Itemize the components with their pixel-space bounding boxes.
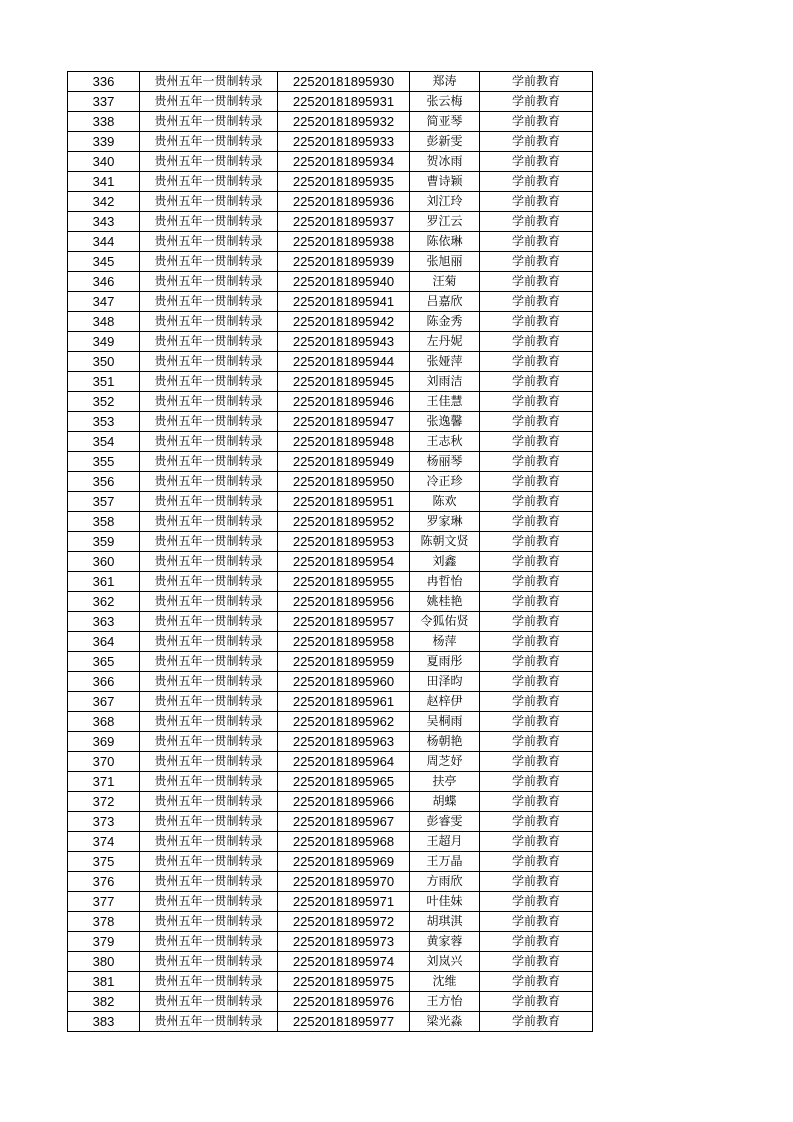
row-number-cell: 344	[68, 232, 140, 252]
table-row	[68, 92, 593, 112]
table-row	[68, 752, 593, 772]
row-number-cell: 350	[68, 352, 140, 372]
major-cell: 学前教育	[480, 512, 593, 532]
row-number-cell: 358	[68, 512, 140, 532]
major-cell: 学前教育	[480, 232, 593, 252]
major-cell: 学前教育	[480, 752, 593, 772]
major-cell: 学前教育	[480, 792, 593, 812]
student-name-cell: 冷正珍	[410, 472, 480, 492]
student-name-cell: 彭睿雯	[410, 812, 480, 832]
major-cell: 学前教育	[480, 372, 593, 392]
major-cell: 学前教育	[480, 312, 593, 332]
student-name-cell: 罗家琳	[410, 512, 480, 532]
row-number-cell: 343	[68, 212, 140, 232]
student-name-cell: 郑涛	[410, 72, 480, 92]
admission-type-cell: 贵州五年一贯制转录	[140, 852, 278, 872]
table-row	[68, 612, 593, 632]
student-name-cell: 夏雨彤	[410, 652, 480, 672]
major-cell: 学前教育	[480, 172, 593, 192]
major-cell: 学前教育	[480, 812, 593, 832]
student-id-cell: 22520181895957	[278, 612, 410, 632]
row-number-cell: 368	[68, 712, 140, 732]
row-number-cell: 337	[68, 92, 140, 112]
student-id-cell: 22520181895944	[278, 352, 410, 372]
major-cell: 学前教育	[480, 272, 593, 292]
student-name-cell: 方雨欣	[410, 872, 480, 892]
student-name-cell: 汪菊	[410, 272, 480, 292]
row-number-cell: 340	[68, 152, 140, 172]
admission-type-cell: 贵州五年一贯制转录	[140, 212, 278, 232]
table-row	[68, 812, 593, 832]
student-name-cell: 胡蝶	[410, 792, 480, 812]
row-number-cell: 378	[68, 912, 140, 932]
major-cell: 学前教育	[480, 572, 593, 592]
major-cell: 学前教育	[480, 152, 593, 172]
table-row	[68, 692, 593, 712]
admission-type-cell: 贵州五年一贯制转录	[140, 532, 278, 552]
admission-type-cell: 贵州五年一贯制转录	[140, 572, 278, 592]
row-number-cell: 366	[68, 672, 140, 692]
table-row	[68, 972, 593, 992]
table-row	[68, 932, 593, 952]
major-cell: 学前教育	[480, 952, 593, 972]
row-number-cell: 336	[68, 72, 140, 92]
student-id-cell: 22520181895971	[278, 892, 410, 912]
student-id-cell: 22520181895952	[278, 512, 410, 532]
student-id-cell: 22520181895970	[278, 872, 410, 892]
student-id-cell: 22520181895942	[278, 312, 410, 332]
row-number-cell: 362	[68, 592, 140, 612]
major-cell: 学前教育	[480, 872, 593, 892]
major-cell: 学前教育	[480, 472, 593, 492]
row-number-cell: 351	[68, 372, 140, 392]
row-number-cell: 338	[68, 112, 140, 132]
admission-type-cell: 贵州五年一贯制转录	[140, 112, 278, 132]
row-number-cell: 357	[68, 492, 140, 512]
major-cell: 学前教育	[480, 912, 593, 932]
student-id-cell: 22520181895930	[278, 72, 410, 92]
admission-type-cell: 贵州五年一贯制转录	[140, 272, 278, 292]
student-id-cell: 22520181895936	[278, 192, 410, 212]
row-number-cell: 377	[68, 892, 140, 912]
table-row	[68, 212, 593, 232]
table-row	[68, 392, 593, 412]
table-row	[68, 252, 593, 272]
student-table-body	[68, 72, 593, 1032]
admission-type-cell: 贵州五年一贯制转录	[140, 492, 278, 512]
admission-type-cell: 贵州五年一贯制转录	[140, 352, 278, 372]
student-name-cell: 王志秋	[410, 432, 480, 452]
row-number-cell: 354	[68, 432, 140, 452]
student-table	[67, 71, 593, 1032]
student-name-cell: 田泽昀	[410, 672, 480, 692]
student-id-cell: 22520181895968	[278, 832, 410, 852]
student-id-cell: 22520181895937	[278, 212, 410, 232]
student-id-cell: 22520181895958	[278, 632, 410, 652]
student-name-cell: 梁光淼	[410, 1012, 480, 1032]
student-id-cell: 22520181895935	[278, 172, 410, 192]
student-name-cell: 刘岚兴	[410, 952, 480, 972]
admission-type-cell: 贵州五年一贯制转录	[140, 372, 278, 392]
admission-type-cell: 贵州五年一贯制转录	[140, 72, 278, 92]
admission-type-cell: 贵州五年一贯制转录	[140, 972, 278, 992]
table-row	[68, 432, 593, 452]
row-number-cell: 382	[68, 992, 140, 1012]
student-id-cell: 22520181895956	[278, 592, 410, 612]
student-name-cell: 叶佳妹	[410, 892, 480, 912]
major-cell: 学前教育	[480, 92, 593, 112]
student-name-cell: 杨丽琴	[410, 452, 480, 472]
admission-type-cell: 贵州五年一贯制转录	[140, 712, 278, 732]
admission-type-cell: 贵州五年一贯制转录	[140, 592, 278, 612]
major-cell: 学前教育	[480, 692, 593, 712]
table-row	[68, 572, 593, 592]
student-name-cell: 王佳慧	[410, 392, 480, 412]
student-id-cell: 22520181895947	[278, 412, 410, 432]
row-number-cell: 380	[68, 952, 140, 972]
student-id-cell: 22520181895974	[278, 952, 410, 972]
major-cell: 学前教育	[480, 612, 593, 632]
major-cell: 学前教育	[480, 712, 593, 732]
student-id-cell: 22520181895932	[278, 112, 410, 132]
student-name-cell: 罗江云	[410, 212, 480, 232]
admission-type-cell: 贵州五年一贯制转录	[140, 992, 278, 1012]
student-name-cell: 彭新雯	[410, 132, 480, 152]
student-id-cell: 22520181895948	[278, 432, 410, 452]
major-cell: 学前教育	[480, 772, 593, 792]
table-row	[68, 912, 593, 932]
table-row	[68, 232, 593, 252]
row-number-cell: 372	[68, 792, 140, 812]
major-cell: 学前教育	[480, 292, 593, 312]
major-cell: 学前教育	[480, 932, 593, 952]
table-row	[68, 172, 593, 192]
row-number-cell: 367	[68, 692, 140, 712]
student-id-cell: 22520181895966	[278, 792, 410, 812]
row-number-cell: 381	[68, 972, 140, 992]
row-number-cell: 369	[68, 732, 140, 752]
admission-type-cell: 贵州五年一贯制转录	[140, 812, 278, 832]
student-id-cell: 22520181895972	[278, 912, 410, 932]
student-name-cell: 赵梓伊	[410, 692, 480, 712]
admission-type-cell: 贵州五年一贯制转录	[140, 452, 278, 472]
table-row	[68, 952, 593, 972]
student-name-cell: 张旭丽	[410, 252, 480, 272]
major-cell: 学前教育	[480, 332, 593, 352]
row-number-cell: 349	[68, 332, 140, 352]
table-row	[68, 672, 593, 692]
row-number-cell: 342	[68, 192, 140, 212]
admission-type-cell: 贵州五年一贯制转录	[140, 672, 278, 692]
table-row	[68, 192, 593, 212]
admission-type-cell: 贵州五年一贯制转录	[140, 752, 278, 772]
student-name-cell: 吴桐雨	[410, 712, 480, 732]
row-number-cell: 352	[68, 392, 140, 412]
table-row	[68, 132, 593, 152]
table-row	[68, 312, 593, 332]
student-name-cell: 陈朝文贤	[410, 532, 480, 552]
admission-type-cell: 贵州五年一贯制转录	[140, 512, 278, 532]
major-cell: 学前教育	[480, 532, 593, 552]
major-cell: 学前教育	[480, 832, 593, 852]
table-row	[68, 712, 593, 732]
row-number-cell: 346	[68, 272, 140, 292]
student-name-cell: 王方怡	[410, 992, 480, 1012]
major-cell: 学前教育	[480, 72, 593, 92]
student-id-cell: 22520181895955	[278, 572, 410, 592]
row-number-cell: 339	[68, 132, 140, 152]
row-number-cell: 365	[68, 652, 140, 672]
admission-type-cell: 贵州五年一贯制转录	[140, 872, 278, 892]
table-row	[68, 272, 593, 292]
admission-type-cell: 贵州五年一贯制转录	[140, 952, 278, 972]
student-id-cell: 22520181895940	[278, 272, 410, 292]
student-name-cell: 冉哲怡	[410, 572, 480, 592]
major-cell: 学前教育	[480, 992, 593, 1012]
admission-type-cell: 贵州五年一贯制转录	[140, 832, 278, 852]
major-cell: 学前教育	[480, 192, 593, 212]
student-name-cell: 沈维	[410, 972, 480, 992]
student-name-cell: 刘鑫	[410, 552, 480, 572]
student-id-cell: 22520181895931	[278, 92, 410, 112]
admission-type-cell: 贵州五年一贯制转录	[140, 772, 278, 792]
student-name-cell: 张娅萍	[410, 352, 480, 372]
student-name-cell: 陈依琳	[410, 232, 480, 252]
student-id-cell: 22520181895960	[278, 672, 410, 692]
admission-type-cell: 贵州五年一贯制转录	[140, 612, 278, 632]
student-id-cell: 22520181895975	[278, 972, 410, 992]
major-cell: 学前教育	[480, 652, 593, 672]
table-row	[68, 732, 593, 752]
table-row	[68, 332, 593, 352]
admission-type-cell: 贵州五年一贯制转录	[140, 232, 278, 252]
row-number-cell: 341	[68, 172, 140, 192]
table-row	[68, 152, 593, 172]
student-id-cell: 22520181895953	[278, 532, 410, 552]
student-name-cell: 黄家蓉	[410, 932, 480, 952]
row-number-cell: 364	[68, 632, 140, 652]
major-cell: 学前教育	[480, 732, 593, 752]
row-number-cell: 359	[68, 532, 140, 552]
student-name-cell: 杨萍	[410, 632, 480, 652]
student-id-cell: 22520181895961	[278, 692, 410, 712]
student-id-cell: 22520181895945	[278, 372, 410, 392]
student-id-cell: 22520181895964	[278, 752, 410, 772]
student-id-cell: 22520181895933	[278, 132, 410, 152]
student-id-cell: 22520181895941	[278, 292, 410, 312]
table-row	[68, 472, 593, 492]
row-number-cell: 348	[68, 312, 140, 332]
major-cell: 学前教育	[480, 432, 593, 452]
admission-type-cell: 贵州五年一贯制转录	[140, 732, 278, 752]
admission-type-cell: 贵州五年一贯制转录	[140, 172, 278, 192]
row-number-cell: 379	[68, 932, 140, 952]
student-name-cell: 刘雨洁	[410, 372, 480, 392]
admission-type-cell: 贵州五年一贯制转录	[140, 692, 278, 712]
student-name-cell: 陈欢	[410, 492, 480, 512]
student-id-cell: 22520181895967	[278, 812, 410, 832]
student-id-cell: 22520181895938	[278, 232, 410, 252]
admission-type-cell: 贵州五年一贯制转录	[140, 892, 278, 912]
student-id-cell: 22520181895951	[278, 492, 410, 512]
student-name-cell: 简亚琴	[410, 112, 480, 132]
student-name-cell: 张逸馨	[410, 412, 480, 432]
major-cell: 学前教育	[480, 672, 593, 692]
major-cell: 学前教育	[480, 352, 593, 372]
row-number-cell: 371	[68, 772, 140, 792]
admission-type-cell: 贵州五年一贯制转录	[140, 412, 278, 432]
student-name-cell: 王超月	[410, 832, 480, 852]
student-id-cell: 22520181895950	[278, 472, 410, 492]
major-cell: 学前教育	[480, 972, 593, 992]
admission-type-cell: 贵州五年一贯制转录	[140, 632, 278, 652]
table-row	[68, 552, 593, 572]
table-row	[68, 832, 593, 852]
admission-type-cell: 贵州五年一贯制转录	[140, 552, 278, 572]
row-number-cell: 345	[68, 252, 140, 272]
major-cell: 学前教育	[480, 412, 593, 432]
student-name-cell: 刘江玲	[410, 192, 480, 212]
student-name-cell: 杨朝艳	[410, 732, 480, 752]
row-number-cell: 361	[68, 572, 140, 592]
row-number-cell: 360	[68, 552, 140, 572]
row-number-cell: 370	[68, 752, 140, 772]
admission-type-cell: 贵州五年一贯制转录	[140, 932, 278, 952]
student-id-cell: 22520181895969	[278, 852, 410, 872]
student-name-cell: 吕嘉欣	[410, 292, 480, 312]
admission-type-cell: 贵州五年一贯制转录	[140, 912, 278, 932]
row-number-cell: 355	[68, 452, 140, 472]
student-name-cell: 姚桂艳	[410, 592, 480, 612]
major-cell: 学前教育	[480, 112, 593, 132]
student-id-cell: 22520181895973	[278, 932, 410, 952]
student-id-cell: 22520181895962	[278, 712, 410, 732]
admission-type-cell: 贵州五年一贯制转录	[140, 292, 278, 312]
row-number-cell: 347	[68, 292, 140, 312]
admission-type-cell: 贵州五年一贯制转录	[140, 392, 278, 412]
student-id-cell: 22520181895965	[278, 772, 410, 792]
student-name-cell: 扶亭	[410, 772, 480, 792]
major-cell: 学前教育	[480, 632, 593, 652]
table-row	[68, 652, 593, 672]
table-row	[68, 872, 593, 892]
row-number-cell: 353	[68, 412, 140, 432]
row-number-cell: 383	[68, 1012, 140, 1032]
student-name-cell: 周芝妤	[410, 752, 480, 772]
student-id-cell: 22520181895946	[278, 392, 410, 412]
major-cell: 学前教育	[480, 132, 593, 152]
row-number-cell: 356	[68, 472, 140, 492]
table-row	[68, 1012, 593, 1032]
row-number-cell: 374	[68, 832, 140, 852]
major-cell: 学前教育	[480, 492, 593, 512]
table-row	[68, 292, 593, 312]
row-number-cell: 373	[68, 812, 140, 832]
row-number-cell: 363	[68, 612, 140, 632]
admission-type-cell: 贵州五年一贯制转录	[140, 192, 278, 212]
student-name-cell: 左丹妮	[410, 332, 480, 352]
table-row	[68, 452, 593, 472]
major-cell: 学前教育	[480, 552, 593, 572]
major-cell: 学前教育	[480, 852, 593, 872]
row-number-cell: 375	[68, 852, 140, 872]
table-row	[68, 412, 593, 432]
admission-type-cell: 贵州五年一贯制转录	[140, 472, 278, 492]
admission-type-cell: 贵州五年一贯制转录	[140, 252, 278, 272]
table-row	[68, 852, 593, 872]
student-id-cell: 22520181895963	[278, 732, 410, 752]
student-name-cell: 陈金秀	[410, 312, 480, 332]
student-id-cell: 22520181895954	[278, 552, 410, 572]
student-name-cell: 令狐佑贤	[410, 612, 480, 632]
table-row	[68, 992, 593, 1012]
major-cell: 学前教育	[480, 592, 593, 612]
table-row	[68, 892, 593, 912]
admission-type-cell: 贵州五年一贯制转录	[140, 132, 278, 152]
table-row	[68, 532, 593, 552]
table-row	[68, 112, 593, 132]
major-cell: 学前教育	[480, 1012, 593, 1032]
admission-type-cell: 贵州五年一贯制转录	[140, 312, 278, 332]
table-row	[68, 592, 593, 612]
admission-type-cell: 贵州五年一贯制转录	[140, 792, 278, 812]
table-row	[68, 372, 593, 392]
major-cell: 学前教育	[480, 212, 593, 232]
student-id-cell: 22520181895934	[278, 152, 410, 172]
student-name-cell: 胡琪淇	[410, 912, 480, 932]
admission-type-cell: 贵州五年一贯制转录	[140, 332, 278, 352]
student-name-cell: 曹诗颖	[410, 172, 480, 192]
table-row	[68, 792, 593, 812]
table-row	[68, 772, 593, 792]
student-name-cell: 张云梅	[410, 92, 480, 112]
admission-type-cell: 贵州五年一贯制转录	[140, 1012, 278, 1032]
major-cell: 学前教育	[480, 392, 593, 412]
student-id-cell: 22520181895977	[278, 1012, 410, 1032]
table-row	[68, 72, 593, 92]
row-number-cell: 376	[68, 872, 140, 892]
student-id-cell: 22520181895943	[278, 332, 410, 352]
student-name-cell: 贺冰雨	[410, 152, 480, 172]
student-id-cell: 22520181895949	[278, 452, 410, 472]
table-row	[68, 352, 593, 372]
student-name-cell: 王万晶	[410, 852, 480, 872]
student-id-cell: 22520181895939	[278, 252, 410, 272]
major-cell: 学前教育	[480, 252, 593, 272]
student-id-cell: 22520181895976	[278, 992, 410, 1012]
major-cell: 学前教育	[480, 892, 593, 912]
admission-type-cell: 贵州五年一贯制转录	[140, 432, 278, 452]
table-row	[68, 512, 593, 532]
admission-type-cell: 贵州五年一贯制转录	[140, 652, 278, 672]
major-cell: 学前教育	[480, 452, 593, 472]
table-row	[68, 632, 593, 652]
admission-type-cell: 贵州五年一贯制转录	[140, 92, 278, 112]
table-row	[68, 492, 593, 512]
student-id-cell: 22520181895959	[278, 652, 410, 672]
admission-type-cell: 贵州五年一贯制转录	[140, 152, 278, 172]
